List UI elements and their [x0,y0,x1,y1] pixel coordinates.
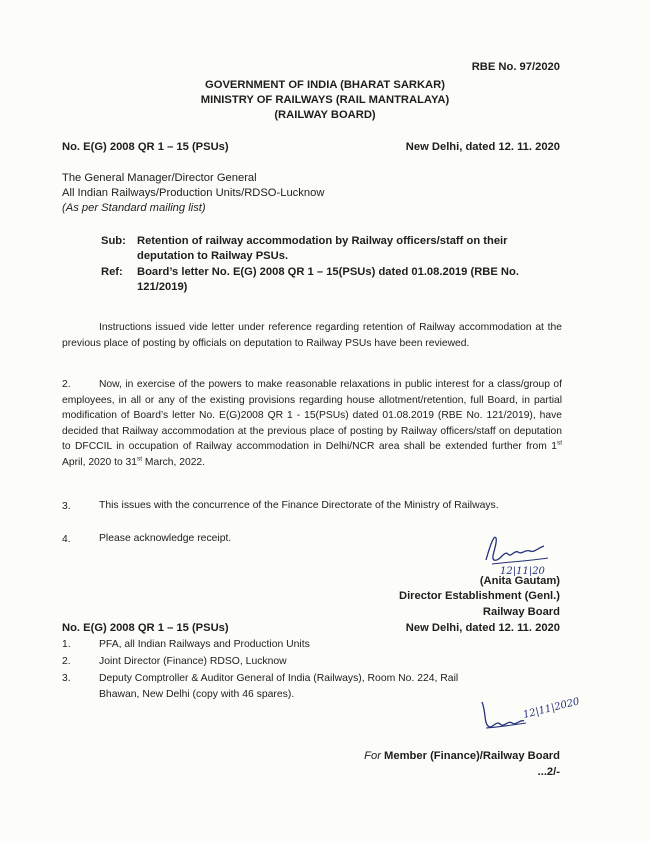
signatory-office: Railway Board [482,606,560,618]
paragraph-2: 2. Now, in exercise of the powers to make reasonable relaxations in public interest for a class/group of employees, in all or any of the existing provisions regarding house allotment/retention, full Board, in partial modification of Board’s letter No. E(G)2008 QR 1 - 15(PSUs) dated 01.08.2019 (RBE No. 121/2019), have decided that Railway accommodation at the previous place of posting by Railway officers/staff on deputation to DFCCIL in occupation of Railway accommodation in Delhi/NCR area shall be extended further from 1st April, 2020 to 31st March, 2022. [62,379,562,468]
page-continuation: ...2/- [537,766,560,778]
signature-date: 12|11|20 [500,566,545,576]
reference-line-2: 121/2019) [137,281,188,293]
reference-label: Ref: [101,266,123,278]
reference-line-1: Board’s letter No. E(G) 2008 QR 1 – 15(PSUs) dated 01.08.2019 (RBE No. [137,266,519,278]
header-line-2: MINISTRY OF RAILWAYS (RAIL MANTRALAYA) [200,94,450,106]
signature-2-icon [476,692,586,740]
addressee-line-2: All Indian Railways/Production Units/RDSO-Lucknow [62,187,325,199]
paragraph-3-number: 3. [62,501,71,512]
copy-item-2: Joint Director (Finance) RDSO, Lucknow [99,656,287,667]
signatory-name: (Anita Gautam) [479,575,560,587]
paragraph-3: This issues with the concurrence of the Finance Directorate of the Ministry of Railways. [99,500,499,511]
paragraph-2-number: 2. [62,379,71,390]
header-line-1: GOVERNMENT OF INDIA (BHARAT SARKAR) [205,79,445,91]
copy-place-and-date: New Delhi, dated 12. 11. 2020 [405,622,560,634]
copy-item-3-line-2: Bhawan, New Delhi (copy with 46 spares). [99,689,295,700]
copy-item-1: PFA, all Indian Railways and Production Units [99,639,310,650]
subject-label: Sub: [101,235,126,247]
paragraph-4-number: 4. [62,534,71,545]
paragraph-1: Instructions issued vide letter under reference regarding retention of Railway accommodation at the previous place of posting by officials on deputation to Railway PSUs have been reviewed. [62,322,562,349]
rbe-number: RBE No. 97/2020 [471,61,560,73]
copy-item-3-line-1: Deputy Comptroller & Auditor General of India (Railways), Room No. 224, Rail [99,673,459,684]
place-and-date: New Delhi, dated 12. 11. 2020 [405,141,560,153]
signature-2-date: 12|11|2020 [522,696,581,721]
copy-item-2-number: 2. [62,656,71,667]
copy-item-1-number: 1. [62,639,71,650]
paragraph-4: Please acknowledge receipt. [99,533,232,544]
for-member-finance: For Member (Finance)/Railway Board [364,750,560,762]
copy-reference-number: No. E(G) 2008 QR 1 – 15 (PSUs) [62,622,229,634]
copy-item-3-number: 3. [62,673,71,684]
addressee-line-3: (As per Standard mailing list) [62,202,206,214]
signatory-designation: Director Establishment (Genl.) [398,590,560,602]
subject-line-2: deputation to Railway PSUs. [137,250,289,262]
header-line-3: (RAILWAY BOARD) [274,109,376,121]
signature-icon [478,524,558,576]
addressee-line-1: The General Manager/Director General [62,172,257,184]
reference-number: No. E(G) 2008 QR 1 – 15 (PSUs) [62,141,229,153]
subject-line-1: Retention of railway accommodation by Railway officers/staff on their [137,235,508,247]
